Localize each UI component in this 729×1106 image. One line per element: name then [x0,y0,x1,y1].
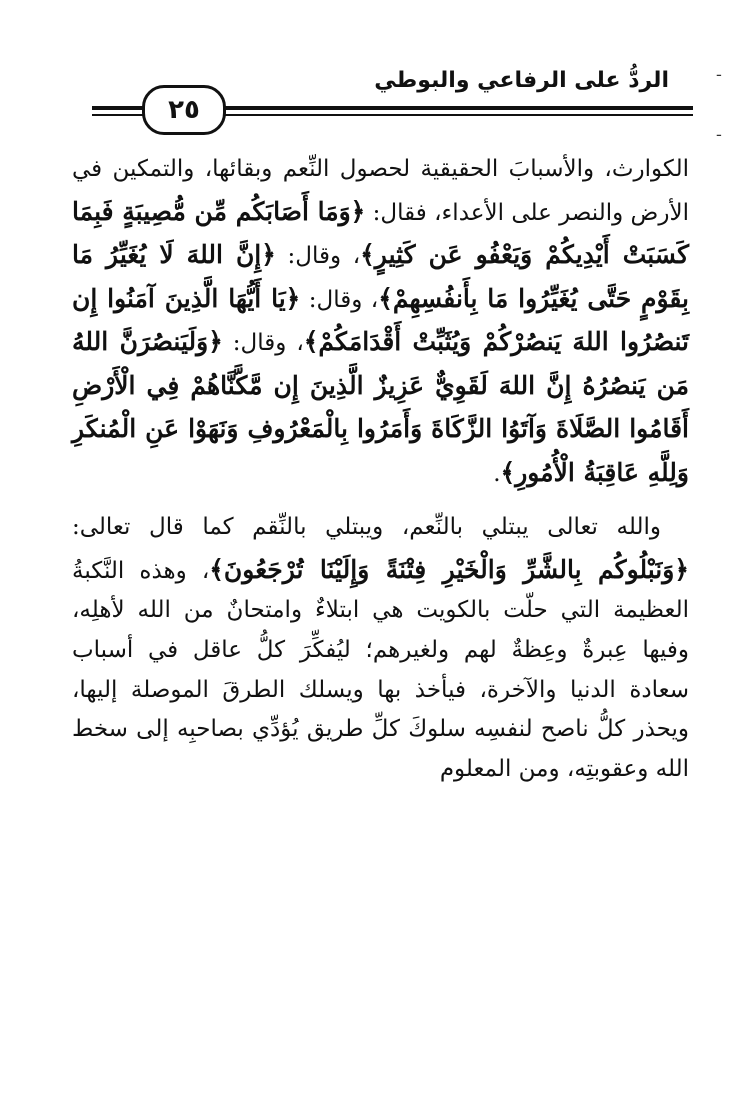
book-title: الردُّ على الرفاعي والبوطي [374,68,669,93]
corner-mark: ـ [716,64,721,80]
quran-verse: ﴿إِنَّ اللهَ لَا يُغَيِّرُ مَا بِقَوْمٍ حَتَّى يُغَيِّرُوا مَا بِأَنفُسِهِمْ﴾ [72,240,690,313]
text-segment: الكوارث، والأسبابَ الحقيقية لحصول النِّعم وبقائها، والتمكين في الأرض والنصر على الأعداء، فقال: [72,156,689,226]
quran-verse: ﴿وَنَبْلُوكُم بِالشَّرِّ وَالْخَيْرِ فِتْنَةً وَإِلَيْنَا تُرْجَعُونَ﴾ [209,554,689,584]
text-segment: ، وقال: [300,286,379,313]
body-text [72,150,689,789]
text-segment: ، وهذه النَّكبةُ العظيمة التي حلّت بالكويت هي ابتلاءٌ وامتحانٌ من الله لأهلِه، وفيها عِبرةٌ وعِظةٌ لهم ولغيرهم؛ ليُفكِّرَ كلُّ عاقل في أسباب سعادة الدنيا والآخرة، فيأخذ بها ويسلك الطرقَ الموصلة إليها، ويحذر كلُّ ناصح لنفسِه سلوكَ كلِّ طريق يُؤدِّي بصاحبِه إلى سخط الله وعقوبتِه، ومن المعلوم [72,557,689,782]
paragraph [72,150,689,494]
quran-verse: ﴿وَمَا أَصَابَكُم مِّن مُّصِيبَةٍ فَبِمَا كَسَبَتْ أَيْدِيكُمْ وَيَعْفُو عَن كَثِيرٍ﴾ [72,196,689,270]
paragraph [72,508,689,789]
text-segment: ، وقال: [275,243,361,270]
quran-verse: ﴿يَا أَيُّهَا الَّذِينَ آمَنُوا إِن تَنصُرُوا اللهَ يَنصُرْكُمْ وَيُثَبِّتْ أَقْدَامَكُمْ﴾ [72,283,690,357]
text-segment: والله تعالى يبتلي بالنِّعم، ويبتلي بالنِّقم كما قال تعالى: [72,514,661,541]
text-segment: ، وقال: [222,330,304,357]
page-number: ٢٥ [142,85,226,135]
corner-mark: ـ [716,124,721,140]
text-segment: . [493,460,501,487]
quran-verse: ﴿وَلَيَنصُرَنَّ اللهُ مَن يَنصُرُهُ إِنَّ اللهَ لَقَوِيٌّ عَزِيزٌ الَّذِينَ إِن مَّكَّنَّاهُمْ فِي الْأَرْضِ أَقَامُوا الصَّلَاةَ وَآتَوُا الزَّكَاةَ وَأَمَرُوا بِالْمَعْرُوفِ وَنَهَوْا عَنِ الْمُنكَرِ وَلِلَّهِ عَاقِبَةُ الْأُمُورِ﴾ [72,327,689,487]
page-header [0,0,729,140]
